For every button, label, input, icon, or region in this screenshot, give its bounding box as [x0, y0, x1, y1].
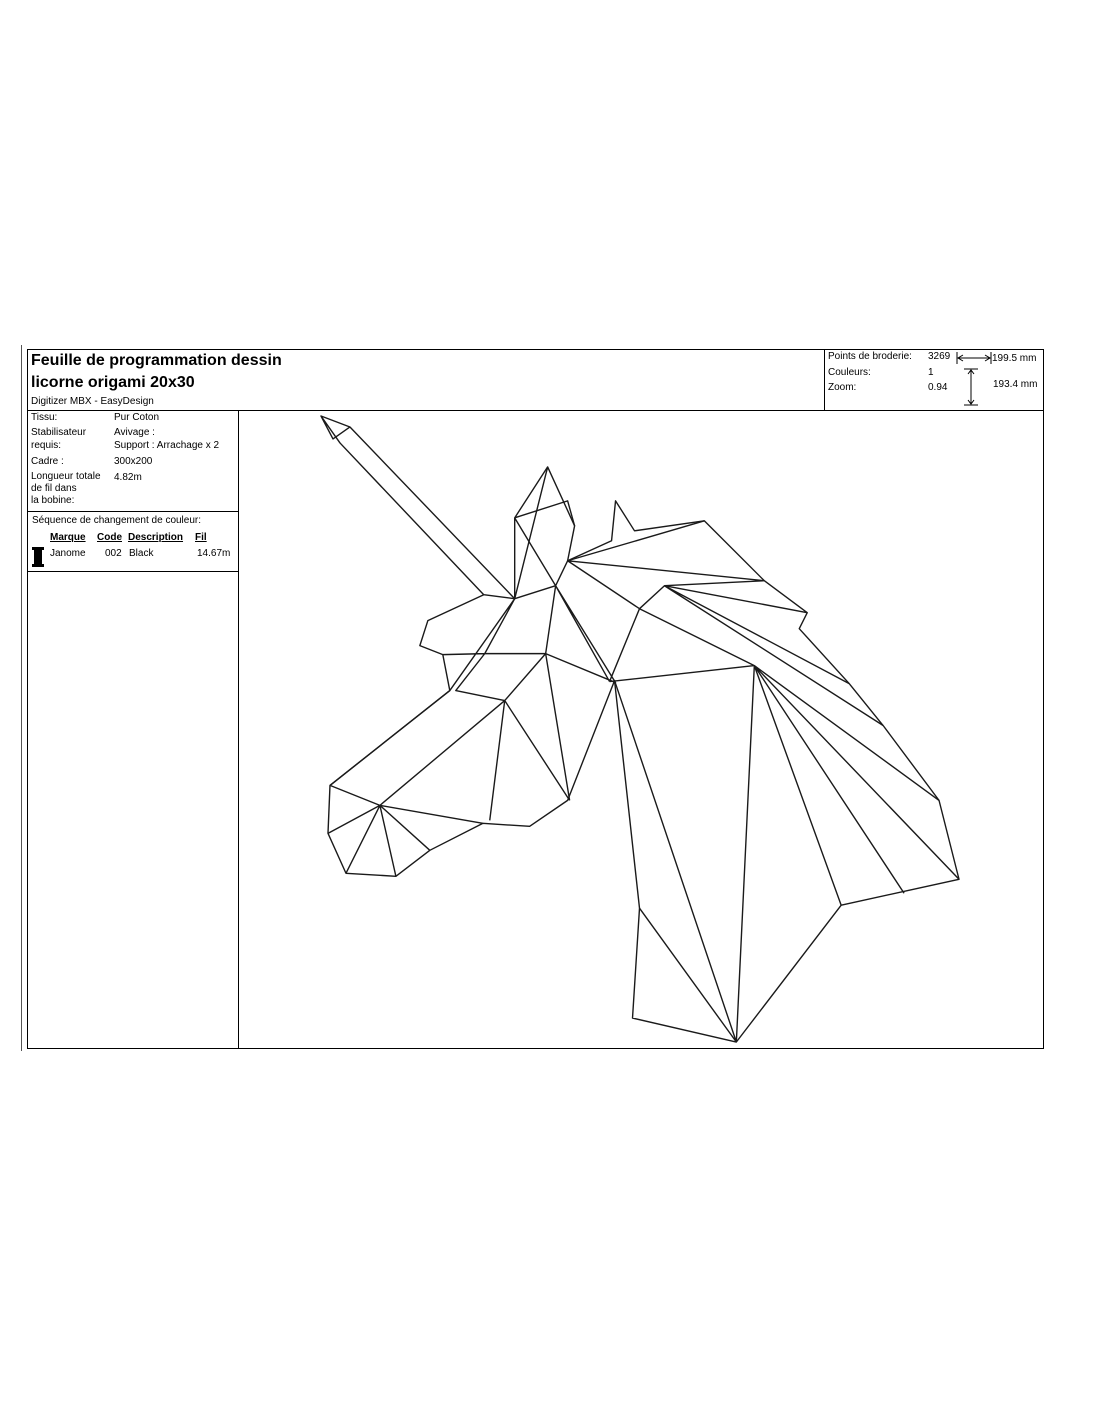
points-label: Points de broderie:: [828, 351, 912, 362]
stabilizer-value-2: Support : Arrachage x 2: [114, 440, 220, 451]
header-thread: Fil: [195, 532, 207, 543]
thread-value: 4.82m: [114, 472, 142, 483]
thread-spool-icon: [32, 547, 44, 567]
row-description: Black: [129, 548, 154, 559]
fabric-value: Pur Coton: [114, 412, 160, 423]
stabilizer-label-2: requis:: [31, 440, 62, 451]
fabric-label: Tissu:: [31, 412, 58, 423]
points-value: 3269: [928, 351, 951, 362]
software-subtitle: Digitizer MBX - EasyDesign: [31, 396, 154, 407]
header-description: Description: [128, 532, 184, 543]
color-sequence: [28, 511, 238, 572]
unicorn-outline: [328, 467, 959, 1042]
thread-label-2: de fil dans: [31, 483, 77, 494]
vertical-dimension-icon: [961, 368, 981, 406]
colors-label: Couleurs:: [828, 367, 871, 378]
thread-label-3: la bobine:: [31, 495, 75, 506]
stats-panel: [824, 350, 1044, 410]
row-code: 002: [105, 548, 122, 559]
width-value: 199.5 mm: [992, 353, 1037, 364]
row-brand: Janome: [50, 548, 86, 559]
stabilizer-value-1: Avivage :: [114, 427, 155, 438]
frame-label: Cadre :: [31, 456, 64, 467]
header-code: Code: [97, 532, 122, 543]
sheet-title-line1: Feuille de programmation dessin: [31, 352, 282, 369]
row-thread: 14.67m: [197, 548, 231, 559]
stabilizer-label-1: Stabilisateur: [31, 427, 87, 438]
unicorn-horn: [321, 416, 515, 599]
sheet-title-line2: licorne origami 20x30: [31, 374, 195, 391]
frame-value: 300x200: [114, 456, 153, 467]
page-edge-line: [21, 345, 22, 1051]
sheet-header: [28, 350, 1043, 411]
unicorn-origami-design: [239, 411, 1043, 1048]
zoom-value: 0.94: [928, 382, 948, 393]
material-info: [28, 410, 238, 512]
horizontal-dimension-icon: [956, 352, 992, 364]
zoom-label: Zoom:: [828, 382, 857, 393]
spool-thread-color: [34, 550, 42, 564]
info-sidebar: [28, 410, 239, 1048]
programming-sheet: [27, 349, 1044, 1049]
colors-value: 1: [928, 367, 934, 378]
header-brand: Marque: [50, 532, 86, 543]
unicorn-facets: [328, 467, 959, 1042]
height-value: 193.4 mm: [993, 379, 1038, 390]
sequence-title: Séquence de changement de couleur:: [32, 515, 202, 526]
thread-label-1: Longueur totale: [31, 471, 101, 482]
